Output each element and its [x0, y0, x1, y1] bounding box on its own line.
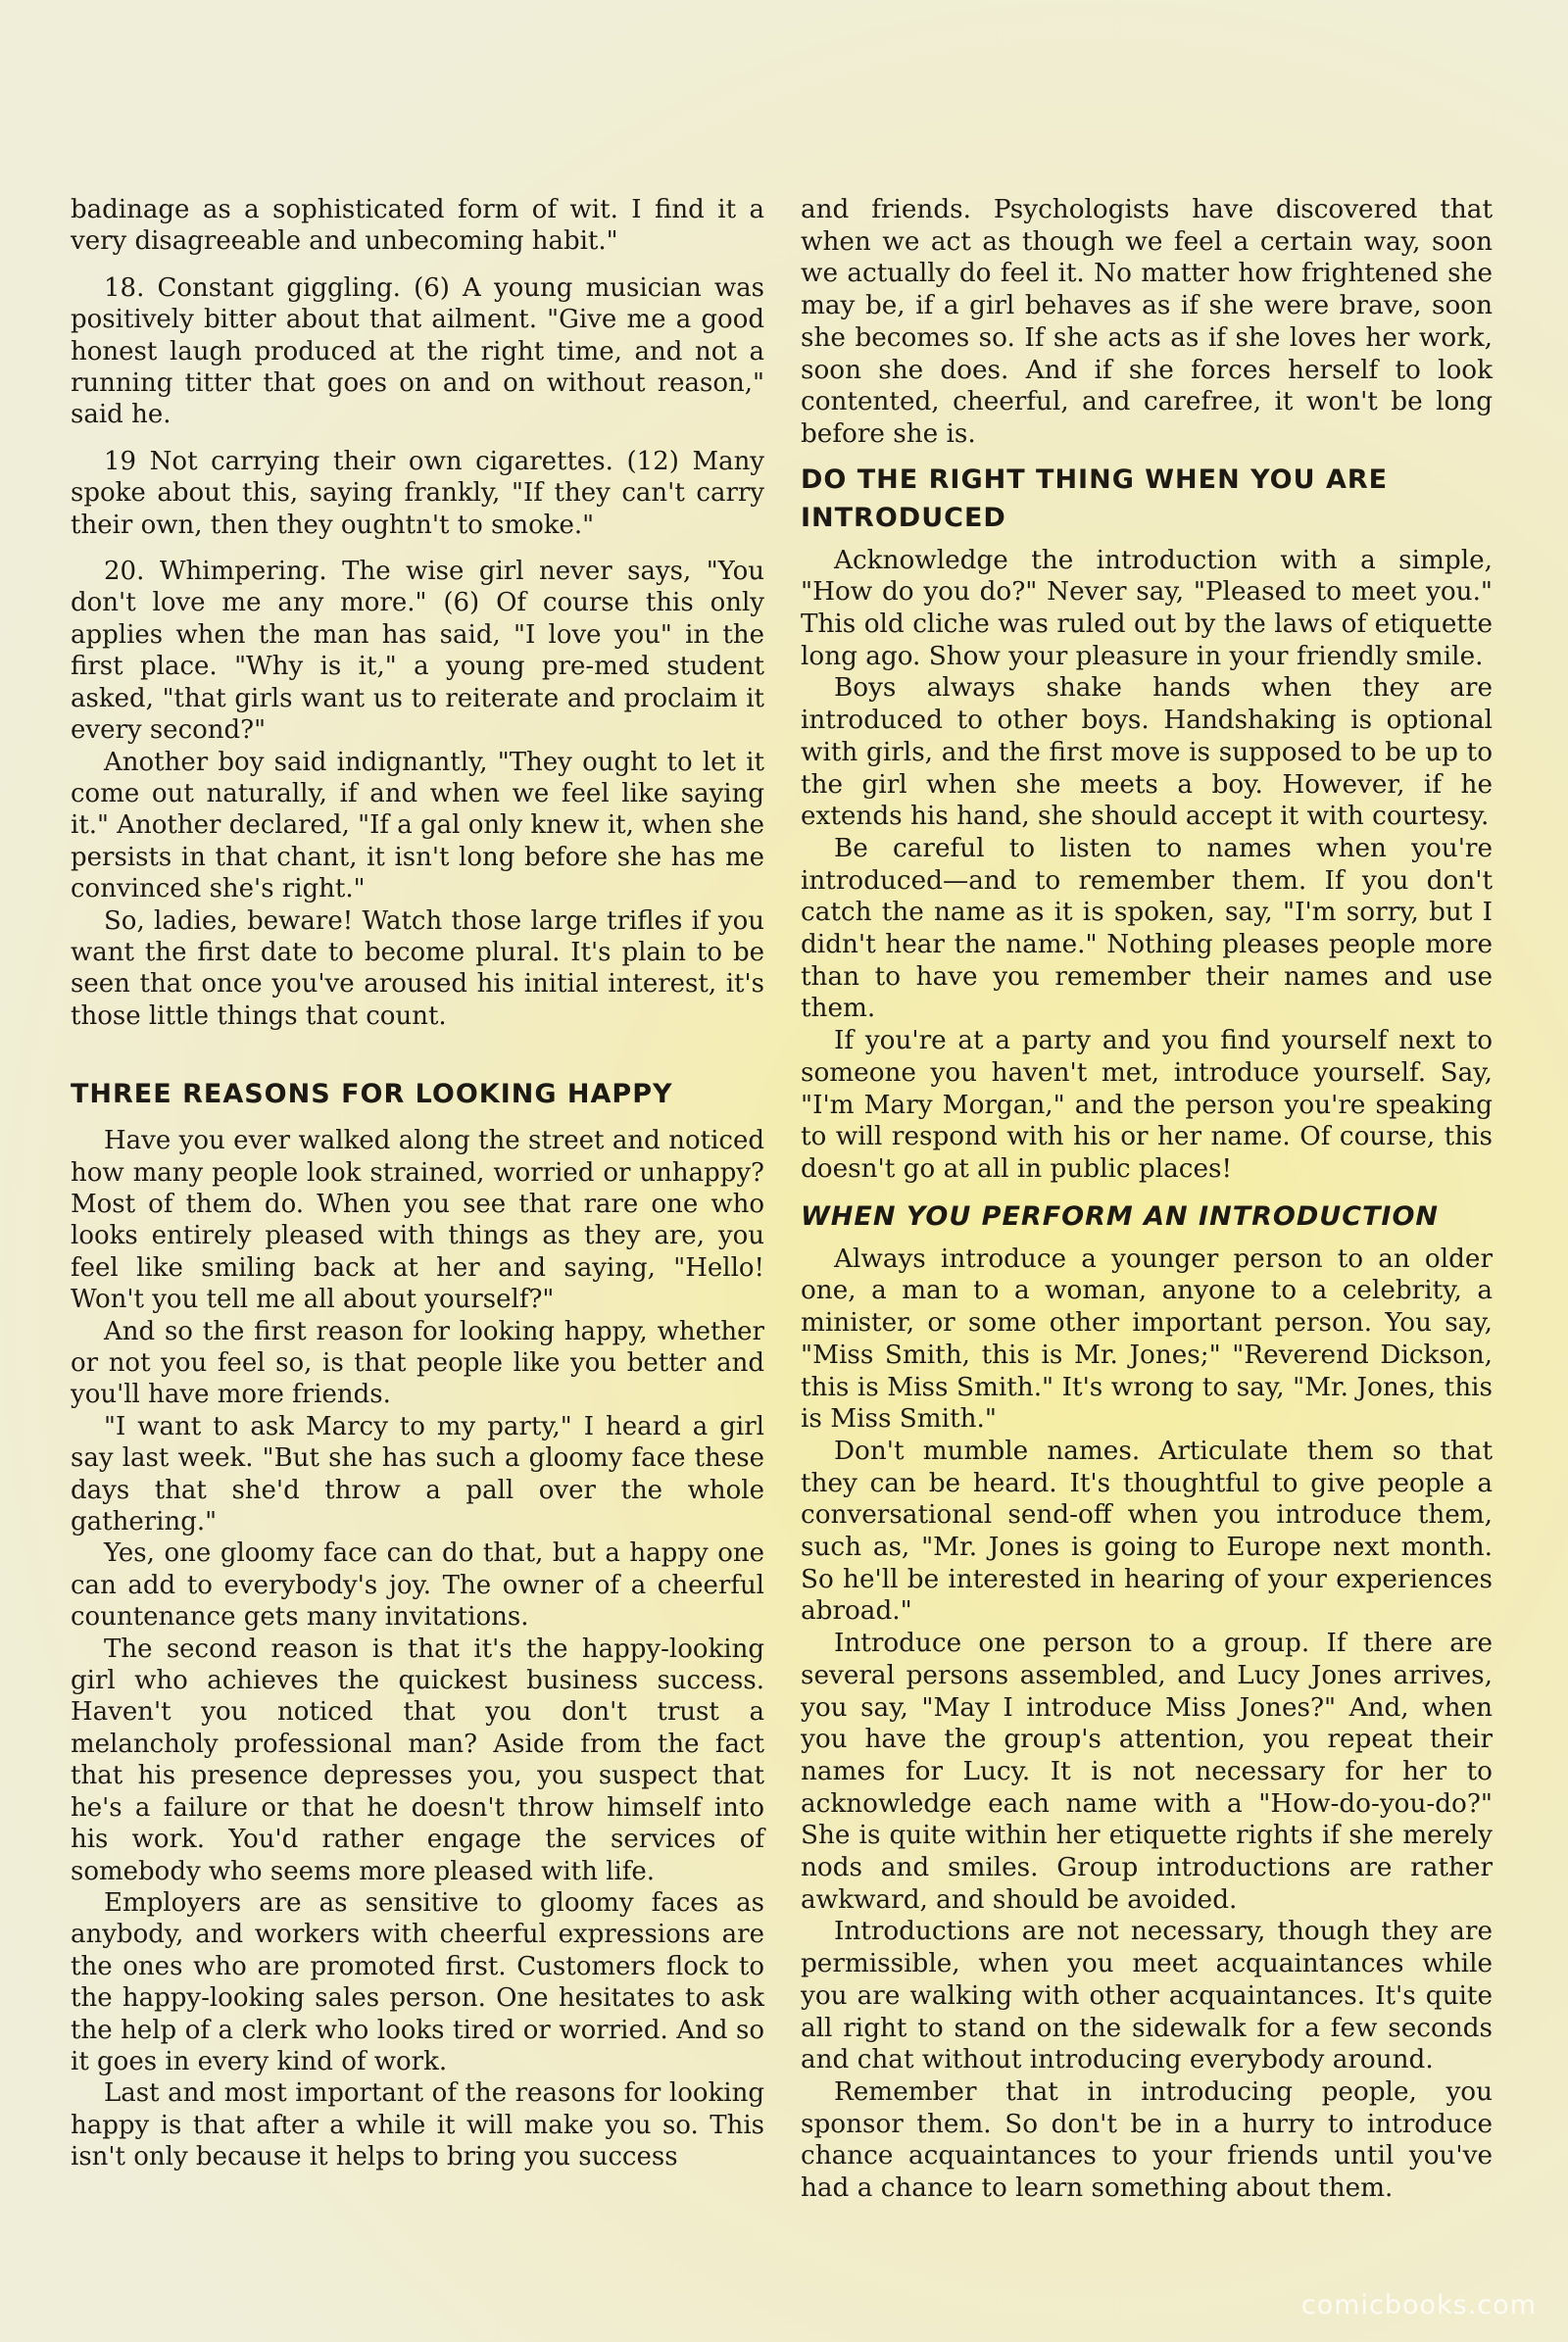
left-column — [71, 194, 764, 2173]
paragraph-not-necessary: Introductions are not necessary, though they are permissible, when you meet acquaintances while you are walking with other acquaintances. It's quite all right to stand on the sidewalk for a few seconds and chat without introducing everybody around. — [801, 1917, 1493, 2075]
paragraph-always-introduce: Always introduce a younger person to an older one, a man to a woman, anyone to a celebrity, a minister, or some other important person. You say, "Miss Smith, this is Mr. Jones;" "Reverend Dickson, this is Miss Smith." It's wrong to say, "Mr. Jones, this is Miss Smith." — [801, 1244, 1493, 1435]
heading-right-thing: DO THE RIGHT THING WHEN YOU ARE INTRODUCED — [801, 464, 1389, 533]
paragraph-second-reason: The second reason is that it's the happy-looking girl who achieves the quickest business success. Haven't you noticed that you don't trust a melancholy professional man? Aside from the fact that his presence depresses you, you suspect that he's a failure or that he doesn't throw himself into his work. You'd rather engage the services of somebody who seems more pleased with life. — [71, 1634, 764, 1886]
paragraph-gloomy-face: Yes, one gloomy face can do that, but a happy one can add to everybody's joy. The owner of a cheerful countenance gets many invitations. — [71, 1538, 764, 1633]
paragraph-ladies-beware: So, ladies, beware! Watch those large trifles if you want the first date to become plural. It's plain to be seen that once you've aroused his initial interest, it's those little things that count. — [71, 905, 764, 1031]
paragraph-marcy: "I want to ask Marcy to my party," I heard a girl say last week. "But she has such a gloomy face these days that she'd throw a pall over the whole gathering." — [71, 1411, 764, 1537]
paragraph-sponsor: Remember that in introducing people, you sponsor them. So don't be in a hurry to introduce chance acquaintances to your friends until you've had a chance to learn something about them. — [801, 2076, 1493, 2204]
paragraph-first-reason: And so the first reason for looking happy, whether or not you feel so, is that people like you better and you'll have more friends. — [71, 1316, 764, 1410]
paragraph-mumble-names: Don't mumble names. Articulate them so that they can be heard. It's thoughtful to give people a conversational send-off when you introduce them, such as, "Mr. Jones is going to Europe next month. So he'll be interested in hearing of your experiences abroad." — [801, 1436, 1493, 1627]
watermark: comicbooks.com — [1300, 2290, 1537, 2320]
right-column — [801, 194, 1493, 2205]
paragraph-badinage: badinage as a sophisticated form of wit. I find it a very disagreeable and unbecoming habit." — [71, 195, 764, 257]
paragraph-party: If you're at a party and you find yourself next to someone you haven't met, introduce yourself. Say, "I'm Mary Morgan," and the person you're speaking to will respond with his or her name. Of course, this doesn't go at all in public places! — [801, 1026, 1493, 1184]
paragraph-last-reason: Last and most important of the reasons for looking happy is that after a while it will make you so. This isn't only because it helps to bring you success — [71, 2078, 764, 2172]
paragraph-another-boy: Another boy said indignantly, "They ought to let it come out naturally, if and when we feel like saying it." Another declared, "If a gal only knew it, when she persists in that chant, it isn't long before she has me convinced she's right." — [71, 747, 764, 904]
paragraph-group-introduction: Introduce one person to a group. If there are several persons assembled, and Lucy Jones arrives, you say, "May I introduce Miss Jones?" And, when you have the group's attention, you repeat their names for Lucy. It is not necessary for her to acknowledge each name with a "How-do-you-do?" She is quite within her etiquette rights if she merely nods and smiles. Group introductions are rather awkward, and should be avoided. — [801, 1629, 1493, 1915]
heading-perform-introduction: WHEN YOU PERFORM AN INTRODUCTION — [801, 1200, 1440, 1232]
paragraph-acknowledge: Acknowledge the introduction with a simple, "How do you do?" Never say, "Pleased to meet you." This old cliche was ruled out by the laws of etiquette long ago. Show your pleasure in your friendly smile. — [801, 545, 1493, 671]
paragraph-employers: Employers are as sensitive to gloomy faces as anybody, and workers with cheerful expressions are the ones who are promoted first. Customers flock to the happy-looking sales person. One hesitates to ask the help of a clerk who looks tired or worried. And so it goes in every kind of work. — [71, 1887, 764, 2076]
paragraph-item-19: 19 Not carrying their own cigarettes. (12) Many spoke about this, saying frankly, "If they can't carry their own, then they oughtn't to smoke." — [71, 446, 764, 540]
paragraph-listen-names: Be careful to listen to names when you're introduced—and to remember them. If you don't catch the name as it is spoken, say, "I'm sorry, but I didn't hear the name." Nothing pleases people more than to have you remember their names and use them. — [801, 833, 1493, 1024]
paragraph-and-friends: and friends. Psychologists have discovered that when we act as though we feel a certain way, soon we actually do feel it. No matter how frightened she may be, if a girl behaves as if she were brave, soon she becomes so. If she acts as if she loves her work, soon she does. And if she forces herself to look contented, cheerful, and carefree, it won't be long before she is. — [801, 195, 1493, 449]
paragraph-item-18: 18. Constant giggling. (6) A young musician was positively bitter about that ailment. "Give me a good honest laugh produced at the right time, and not a running titter that goes on and on without reason," said he. — [71, 272, 764, 430]
paragraph-boys-shake-hands: Boys always shake hands when they are introduced to other boys. Handshaking is optional with girls, and the first move is supposed to be up to the girl when she meets a boy. However, if he extends his hand, she should accept it with courtesy. — [801, 673, 1493, 832]
paragraph-walked-street: Have you ever walked along the street and noticed how many people look strained, worried or unhappy? Most of them do. When you see that rare one who looks entirely pleased with things as they are, you feel like smiling back at her and saying, "Hello! Won't you tell me all about yourself?" — [71, 1126, 764, 1315]
paragraph-item-20: 20. Whimpering. The wise girl never says, "You don't love me any more." (6) Of course this only applies when the man has said, "I love you" in the first place. "Why is it," a young pre-med student asked, "that girls want us to reiterate and proclaim it every second?" — [71, 557, 764, 746]
heading-three-reasons: THREE REASONS FOR LOOKING HAPPY — [71, 1079, 673, 1110]
